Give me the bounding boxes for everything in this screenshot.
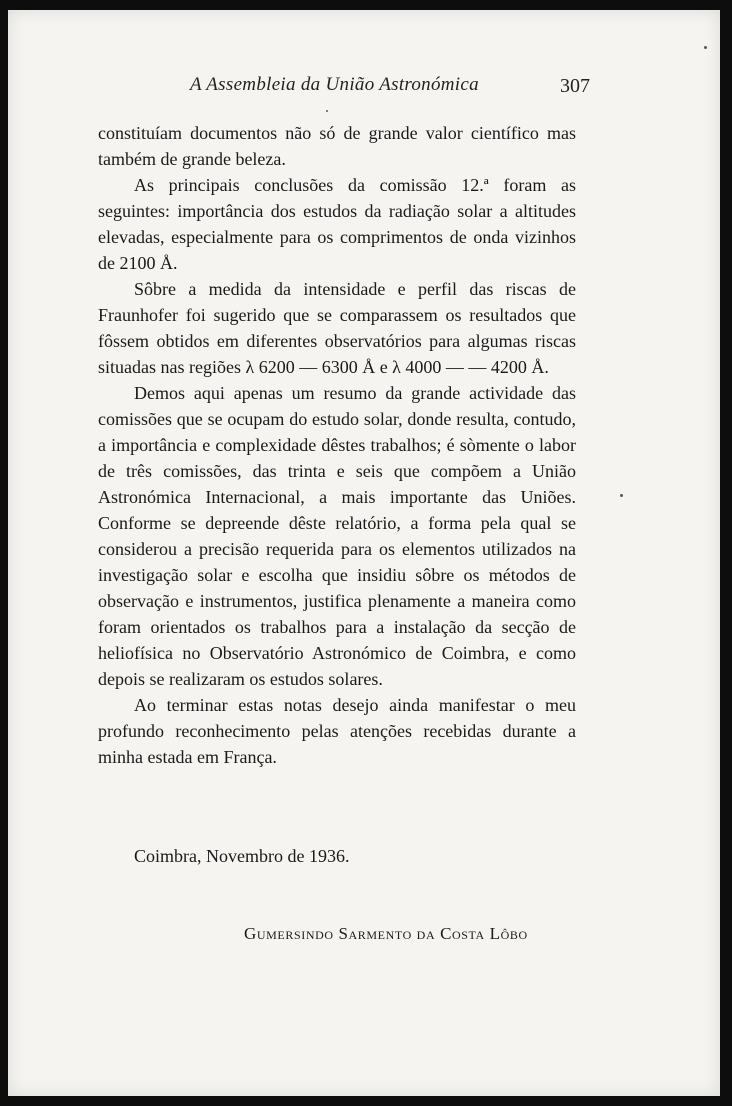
- scan-speck: [620, 494, 623, 497]
- paragraph: Ao terminar estas notas desejo ainda manifestar o meu profundo reconhecimento pelas atenções recebidas durante a minha estada em França.: [98, 695, 576, 767]
- paragraph-continuation: constituíam documentos não só de grande valor científico mas também de grande beleza.: [98, 123, 576, 169]
- running-header: [190, 74, 590, 104]
- paragraph: Sôbre a medida da intensidade e perfil das riscas de Fraunhofer foi sugerido que se comparassem os resultados que fôssem obtidos em diferentes observatórios para algumas riscas situadas nas regiões λ 6200 — 6300 Å e λ 4000 — — 4200 Å.: [98, 279, 576, 377]
- paragraph: As principais conclusões da comissão 12.ª foram as seguintes: importância dos estudos da radiação solar a altitudes elevadas, especialmente para os comprimentos de onda vizinhos de 2100 Å.: [98, 175, 576, 273]
- body-text: [98, 120, 576, 770]
- author-signature: Gumersindo Sarmento da Costa Lôbo: [244, 924, 528, 943]
- running-title: A Assembleia da União Astronómica: [190, 74, 479, 95]
- dateline: Coimbra, Novembro de 1936.: [134, 846, 350, 866]
- page-number: 307: [560, 75, 590, 97]
- scan-speck: [704, 46, 707, 49]
- paragraph: Demos aqui apenas um resumo da grande actividade das comissões que se ocupam do estudo solar, donde resulta, contudo, a importância e complexidade dêstes trabalhos; é sòmente o labor de três comissões, das trinta e seis que compõem a União Astronómica Internacional, a mais importante das Uniões. Conforme se depreende dêste relatório, a forma pela qual se considerou a precisão requerida para os elementos utilizados na investigação solar e escolha que insidiu sôbre os métodos de observação e instrumentos, justifica plenamente a maneira como foram orientados os trabalhos para a instalação da secção de heliofísica no Observatório Astronómico de Coimbra, e como depois se realizaram os estudos solares.: [98, 383, 576, 689]
- scan-speck: [326, 110, 328, 112]
